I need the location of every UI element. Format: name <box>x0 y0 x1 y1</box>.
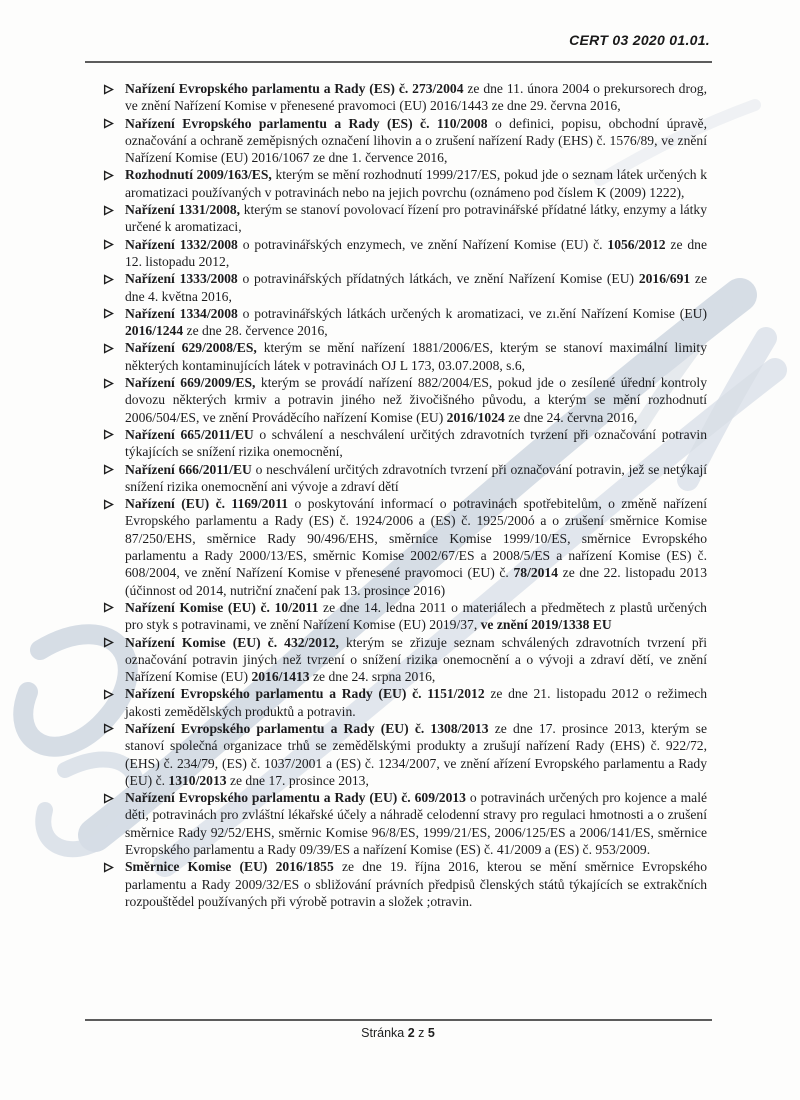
text-segment: kterým se stanoví povolovací řízení pro potravinářské přídatné látky, enzymy a látky určené k aromatizaci, <box>125 202 707 235</box>
bullet-icon <box>103 599 125 614</box>
bullet-icon <box>103 858 125 873</box>
arrowhead-right-icon <box>103 429 114 440</box>
list-item <box>103 634 707 686</box>
text-segment: o potravinářských látkách určených k aromatizaci, ve zı.ění Nařízení Komise (EU) <box>237 305 707 321</box>
list-item <box>103 495 707 599</box>
text-segment: 2 <box>407 1026 415 1040</box>
text-segment: Nařízení Evropského parlamentu a Rady (ES) č. 273/2004 <box>125 81 464 96</box>
bullet-icon <box>103 426 125 441</box>
bullet-icon <box>103 720 125 735</box>
list-item-text <box>125 634 707 686</box>
text-segment: Směrnice Komise (EU) 2016/1855 <box>125 859 334 875</box>
document-code: CERT 03 2020 01.01. <box>569 32 710 48</box>
text-segment: Nařízení Evropského parlamentu a Rady (ES) č. 110/2008 <box>125 115 488 131</box>
header-rule <box>85 61 712 63</box>
list-item <box>103 720 707 789</box>
text-segment: o potravinářských přídatných látkách, ve znění Nařízení Komise (EU) <box>237 271 639 287</box>
text-segment: kterým se provádí nařízení 882/2004/ES, pokud jde o zesílené úřední kontroly dovozu některých krmiv a potravin jiného než živočišného původu, a kterým se mění rozhodnutí 2006/504/ES, ve znění Prováděcího nařízení Komise (EU) <box>125 375 707 425</box>
list-item <box>103 858 707 910</box>
list-item <box>103 305 707 340</box>
bullet-icon <box>103 115 125 130</box>
list-item <box>103 166 707 201</box>
text-segment: kterým se zřizuje seznam schválených zdravotních tvrzení při označování potravin jiných než tvrzení o snížení rizika onemocnění a o vývoji a zdraví dětí, ve znění Nařízení Komise (EU) <box>125 634 708 685</box>
list-item-text <box>125 270 707 305</box>
arrowhead-right-icon <box>103 464 114 475</box>
text-segment: o definici, popisu, obchodní úpravě, označování a ochraně zeměpisných označení lihovin a o zrušení nařízení Rady (EHS) č. 1576/89, ve znění Nařízení Komise (EU) 2016/1067 ze dne 1. července 2016, <box>125 115 707 166</box>
text-segment: Rozhodnutí 2009/163/ES, <box>125 167 272 183</box>
arrowhead-right-icon <box>103 499 114 510</box>
footer-rule <box>85 1019 712 1021</box>
text-segment: Nařízení Komise (EU) č. 10/2011 <box>125 599 319 615</box>
list-item <box>103 374 707 426</box>
text-segment: Nařízení Evropského parlamentu a Rady (EU) č. 609/2013 <box>125 790 466 806</box>
text-segment: ze dne 14. ledna 2011 o materiálech a předmětech z plastů určených pro styk s potravinami, ve znění Nařízení Komise (EU) 2019/37, <box>125 599 707 633</box>
bullet-icon <box>103 495 125 510</box>
text-segment: 2016/1244 <box>125 323 184 339</box>
text-segment: 2016/691 <box>638 271 691 287</box>
page-number <box>0 1026 796 1040</box>
arrowhead-right-icon <box>103 689 114 700</box>
text-segment: ze dne 19. října 2016, kterou se mění směrnice Evropského parlamentu a Rady 2009/32/ES o sbližování právních předpisů členských států týkajících se extrakčních rozpouštědel používaných při výrobě potravin a složek ;otravin. <box>125 859 707 909</box>
bullet-icon <box>103 461 125 476</box>
text-segment: o potravinářských enzymech, ve znění Nařízení Komise (EU) č. <box>237 236 608 252</box>
text-segment: ze dne 22. listopadu 2013 (účinnost od 2014, nutriční značení pak 13. prosince 2016) <box>125 565 707 598</box>
arrowhead-right-icon <box>103 862 114 873</box>
text-segment: o poskytování informací o potravinách spotřebitelům, o změně nařízení Evropského parlamentu a Rady (ES) č. 1924/2006 a (ES) č. 1925/200ó a o zrušení směrnice Komise 87/250/EHS, směrnice Rady 90/496/EHS, směrnice Komise 1999/10/ES, směrnice Evropského parlamentu a Rady 2000/13/ES, směrnic Komise 2002/67/ES a 2008/5/ES a nařízení Komise (ES) č. 608/2004, ve znění Nařízení Komise v přenesené pravomoci (EU) č. <box>125 496 707 581</box>
text-segment: Nařízení 666/2011/EU <box>125 461 252 477</box>
bullet-icon <box>103 634 125 649</box>
text-segment: ze dne 17. prosince 2013, <box>226 772 369 788</box>
text-segment: Nařízení 669/2009/ES, <box>125 375 256 391</box>
text-segment: 1310/2013 <box>168 772 227 788</box>
list-item-text <box>125 374 707 426</box>
list-item <box>103 236 707 271</box>
bullet-icon <box>103 201 125 216</box>
text-segment: 2016/1413 <box>251 669 310 685</box>
list-item <box>103 461 707 496</box>
text-segment: Nařízení 1331/2008, <box>125 202 241 218</box>
text-segment: z <box>414 1026 428 1040</box>
text-segment: ze dne 17. prosince 2013, kterým se stanoví společná organizace trhů se zemědělskými produkty a zrušují nařízení Rady (EHS) č. 922/72, (EHS) č. 234/79, (ES) č. 1037/2001 a (ES) č. 1234/2007, ve znění ařízení Evropského parlamentu a Rady (EU) č. <box>125 720 707 788</box>
text-segment: 1056/2012 <box>607 236 666 252</box>
arrowhead-right-icon <box>103 723 114 734</box>
text-segment: ve znění 2019/1338 EU <box>480 617 612 633</box>
list-item-text <box>125 166 707 201</box>
text-segment: Nařízení 1332/2008 <box>125 236 238 252</box>
arrowhead-right-icon <box>103 118 114 129</box>
arrowhead-right-icon <box>103 602 114 613</box>
text-segment: ze dne 21. listopadu 2012 o režimech jakosti zemědělských produktů a potravin. <box>125 686 707 719</box>
text-segment: Nařízení Evropského parlamentu a Rady (EU) č. 1308/2013 <box>125 720 489 736</box>
list-item-text <box>125 789 707 858</box>
list-item-text <box>125 495 707 599</box>
bullet-icon <box>103 374 125 389</box>
text-segment: Nařízení 1333/2008 <box>125 271 238 287</box>
text-segment: 78/2014 <box>513 565 559 581</box>
text-segment: o schválení a neschválení určitých zdravotních tvrzení při označování potravin týkajících se snížení rizika onemocnění, <box>125 426 707 460</box>
bullet-icon <box>103 270 125 285</box>
list-item-text <box>125 80 707 115</box>
list-item <box>103 80 707 115</box>
text-segment: Nařízení Evropského parlamentu a Rady (EU) č. 1151/2012 <box>125 686 485 702</box>
arrowhead-right-icon <box>103 378 114 389</box>
text-segment: 5 <box>427 1026 435 1040</box>
list-item-text <box>125 599 707 634</box>
text-segment: ze dne 12. listopadu 2012, <box>125 236 707 269</box>
text-segment: Nařízení (EU) č. 1169/2011 <box>125 496 289 512</box>
arrowhead-right-icon <box>103 170 114 181</box>
list-item <box>103 339 707 374</box>
arrowhead-right-icon <box>103 308 114 319</box>
arrowhead-right-icon <box>103 637 114 648</box>
list-item <box>103 426 707 461</box>
text-segment: kterým se mění nařízení 1881/2006/ES, kterým se stanoví maximální limity některých kontaminujících látek v potravinách OJ L 173, 03.07.2008, s.6, <box>125 340 708 373</box>
arrowhead-right-icon <box>103 793 114 804</box>
list-item <box>103 599 707 634</box>
regulation-list <box>103 80 707 910</box>
text-segment: Nařízení 665/2011/EU <box>125 426 254 442</box>
arrowhead-right-icon <box>103 343 114 354</box>
list-item-text <box>125 305 707 340</box>
bullet-icon <box>103 305 125 320</box>
list-item-text <box>125 115 707 167</box>
text-segment: Nařízení 629/2008/ES, <box>125 340 257 356</box>
text-segment: ze dne 4. května 2016, <box>125 271 707 304</box>
text-segment: Stránka <box>361 1026 408 1040</box>
arrowhead-right-icon <box>103 84 114 95</box>
bullet-icon <box>103 789 125 804</box>
bullet-icon <box>103 339 125 354</box>
list-item <box>103 270 707 305</box>
text-segment: kterým se mění rozhodnutí 1999/217/ES, pokud jde o seznam látek určených k aromatizaci používaných v potravinách nebo na jejich povrchu (oznámeno pod číslem K (2009) 1222), <box>125 167 707 200</box>
bullet-icon <box>103 236 125 251</box>
text-segment: ze dne 11. února 2004 o prekursorech drog, ve znění Nařízení Komise v přenesené pravomoci (EU) 2016/1443 ze dne 29. června 2016, <box>125 81 707 114</box>
bullet-icon <box>103 685 125 700</box>
list-item-text <box>125 426 707 461</box>
text-segment: o neschválení určitých zdravotních tvrzení při označování potravin, jež se netýkají snížení rizika onemocnění ani vývoje a zdraví dětí <box>125 461 707 494</box>
list-item <box>103 685 707 720</box>
arrowhead-right-icon <box>103 205 114 216</box>
text-segment: ze dne 28. července 2016, <box>183 323 328 339</box>
text-segment: 2016/1024 <box>446 409 505 425</box>
bullet-icon <box>103 166 125 181</box>
list-item <box>103 201 707 236</box>
list-item-text <box>125 685 707 720</box>
text-segment: ze dne 24. června 2016, <box>504 409 638 425</box>
list-item <box>103 115 707 167</box>
bullet-icon <box>103 80 125 95</box>
list-item-text <box>125 236 707 271</box>
text-segment: Nařízení Komise (EU) č. 432/2012, <box>125 634 339 650</box>
list-item-text <box>125 461 707 496</box>
text-segment: Nařízení 1334/2008 <box>125 305 238 321</box>
text-segment: o potravinách určených pro kojence a malé děti, potravinách pro zvláštní lékařské účely a náhradě celodenní stravy pro regulaci hmotnosti a o zrušení směrnice Rady 92/52/EHS, směrnic Komise 96/8/ES, 1999/21/ES, 2006/125/ES a 2006/141/ES, směrnice Evropského parlamentu a Rady 09/39/ES a nařízení Komise (ES) č. 41/2009 a (ES) č. 953/2009. <box>125 790 708 858</box>
text-segment: ze dne 24. srpna 2016, <box>309 669 436 685</box>
arrowhead-right-icon <box>103 274 114 285</box>
arrowhead-right-icon <box>103 239 114 250</box>
list-item-text <box>125 201 707 236</box>
list-item-text <box>125 720 707 789</box>
list-item-text <box>125 858 707 910</box>
list-item <box>103 789 707 858</box>
list-item-text <box>125 339 707 374</box>
